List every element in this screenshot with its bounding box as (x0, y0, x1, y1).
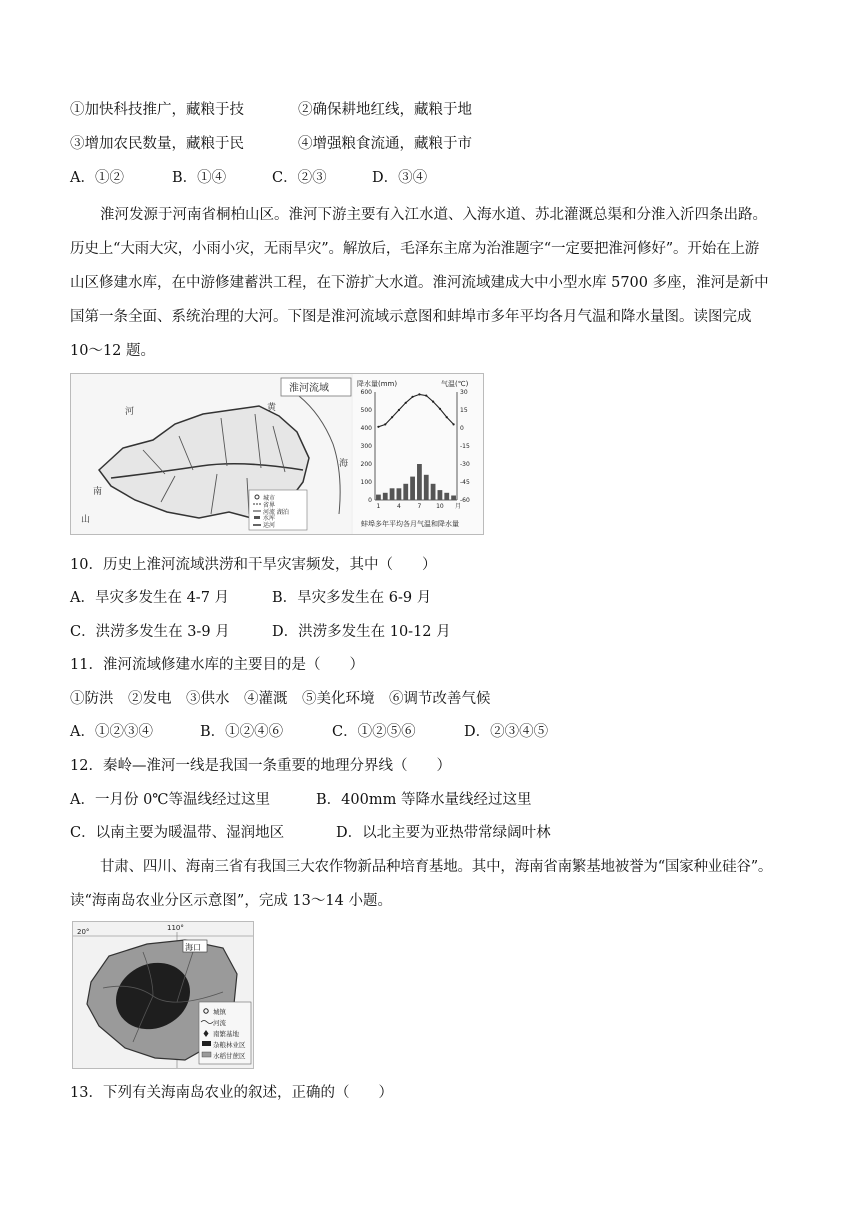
map-title: 淮河流域 (289, 383, 329, 394)
precipitation-bar (417, 464, 422, 500)
q11-choice-a: A．①②③④ (70, 724, 153, 740)
x-tick-label: 7 (417, 503, 422, 510)
precipitation-bar (397, 488, 402, 500)
legend-reservoir: 水库 (263, 515, 276, 522)
y-left-tick-label: 400 (360, 425, 372, 432)
temperature-point (452, 423, 454, 425)
q13-stem: 13．下列有关海南岛农业的叙述，正确的（ ） (70, 1085, 393, 1101)
temperature-point (425, 395, 427, 397)
passage-1-line-5: 10～12 题。 (70, 343, 156, 359)
temperature-point (405, 402, 407, 404)
grain-forestry-icon (202, 1041, 211, 1046)
q9-option-3: ③增加农民数量，藏粮于民 (70, 136, 244, 152)
precipitation-bar (424, 475, 429, 500)
passage-2-line-1: 甘肃、四川、海南三省有我国三大农作物新品种培育基地。其中，海南省南繁基地被誉为“国家种业硅谷”。 (100, 859, 773, 875)
map-label-hai: 海 (339, 459, 349, 469)
q11-choice-b: B．①②④⑥ (200, 724, 284, 740)
x-tick-label: 1 (376, 503, 381, 510)
climate-chart (353, 374, 483, 534)
q9-choice-b: B．①④ (172, 170, 227, 186)
q9-option-1: ①加快科技推广，藏粮于技 (70, 102, 244, 118)
legend-nanfan: 南繁基地 (213, 1030, 239, 1038)
y-left-tick-label: 0 (368, 497, 372, 504)
temperature-point (418, 393, 420, 395)
rice-sugarcane-icon (202, 1052, 211, 1057)
q11-stem: 11．淮河流域修建水库的主要目的是（ ） (70, 657, 364, 673)
legend-canal: 运河 (263, 522, 276, 529)
precipitation-bar (376, 495, 381, 500)
x-tick-label: 10 (436, 503, 444, 510)
legend-reservoir-icon (254, 516, 260, 519)
haikou-label: 海口 (185, 943, 201, 952)
chart-y-right-label: 气温(℃) (441, 380, 469, 388)
q11-choice-c: C．①②⑤⑥ (332, 724, 416, 740)
legend-city: 城市 (263, 495, 276, 502)
passage-1-line-4: 国第一条全面、系统治理的大河。下图是淮河流域示意图和蚌埠市多年平均各月气温和降水量图。读图完成 (70, 309, 752, 325)
y-left-tick-label: 300 (360, 443, 372, 450)
q12-choice-c: C．以南主要为暖温带、湿润地区 (70, 825, 285, 841)
passage-2-line-2: 读“海南岛农业分区示意图”，完成 13～14 小题。 (70, 893, 392, 909)
passage-1-line-1: 淮河发源于河南省桐柏山区。淮河下游主要有入江水道、入海水道、苏北灌溉总渠和分淮入沂四条出路。 (100, 207, 767, 223)
temperature-point (439, 408, 441, 410)
passage-1-line-2: 历史上“大雨大灾，小雨小灾，无雨旱灾”。解放后，毛泽东主席为治淮题字“一定要把淮河修好”。开始在上游 (70, 241, 760, 257)
y-left-tick-label: 500 (360, 407, 372, 414)
latitude-label: 20° (77, 928, 90, 936)
hainan-map (73, 922, 253, 1068)
y-right-tick-label: 0 (460, 425, 464, 432)
x-axis-unit: 月 (455, 503, 462, 510)
y-left-tick-label: 100 (360, 479, 372, 486)
precipitation-bar (410, 477, 415, 500)
chart-y-left-label: 降水量(mm) (357, 380, 398, 388)
q9-option-4: ④增强粮食流通，藏粮于市 (298, 136, 472, 152)
q10-choice-b: B．旱灾多发生在 6-9 月 (272, 590, 432, 606)
x-tick-label: 4 (397, 503, 401, 510)
q9-option-2: ②确保耕地红线，藏粮于地 (298, 102, 472, 118)
precipitation-bar (438, 490, 443, 500)
temperature-point (377, 426, 379, 428)
q12-stem: 12．秦岭—淮河一线是我国一条重要的地理分界线（ ） (70, 758, 451, 774)
q10-choice-c: C．洪涝多发生在 3-9 月 (70, 624, 230, 640)
y-right-tick-label: 15 (460, 407, 468, 414)
legend-town: 城镇 (213, 1008, 226, 1016)
q11-choice-d: D．②③④⑤ (464, 724, 549, 740)
y-right-tick-label: -30 (460, 461, 470, 468)
precipitation-bar (383, 493, 388, 500)
q10-stem: 10．历史上淮河流域洪涝和干旱灾害频发，其中（ ） (70, 557, 437, 573)
legend-river-2: 河流 (213, 1019, 226, 1027)
map-label-huang: 黄 (267, 403, 277, 413)
legend-river: 河流 湖泊 (263, 509, 289, 516)
precipitation-bar (390, 488, 395, 500)
huaihe-figure (70, 373, 484, 535)
q11-items: ①防洪 ②发电 ③供水 ④灌溉 ⑤美化环境 ⑥调节改善气候 (70, 691, 491, 707)
map-label-nan: 南 (93, 487, 103, 497)
precipitation-bar (431, 484, 436, 500)
temperature-point (391, 416, 393, 418)
temperature-point (411, 396, 413, 398)
y-right-tick-label: -45 (460, 479, 470, 486)
y-left-tick-label: 200 (360, 461, 372, 468)
temperature-point (446, 416, 448, 418)
q12-choice-a: A．一月份 0℃等温线经过这里 (70, 792, 271, 808)
y-right-tick-label: -60 (460, 497, 470, 504)
precipitation-bar (403, 484, 408, 500)
q9-choice-c: C．②③ (272, 170, 327, 186)
q12-choice-d: D．以北主要为亚热带常绿阔叶林 (336, 825, 551, 841)
q10-choice-d: D．洪涝多发生在 10-12 月 (272, 624, 451, 640)
passage-1-line-3: 山区修建水库，在中游修建蓄洪工程，在下游扩大水道。淮河流域建成大中小型水库 5700 多座，淮河是新中 (70, 275, 769, 291)
map-label-he: 河 (125, 407, 135, 417)
precipitation-bar (451, 496, 456, 501)
chart-caption: 蚌埠多年平均各月气温和降水量 (361, 520, 459, 528)
y-right-tick-label: 30 (460, 389, 468, 396)
q12-choice-b: B．400mm 等降水量线经过这里 (316, 792, 532, 808)
y-right-tick-label: -15 (460, 443, 470, 450)
precipitation-bar (444, 493, 449, 500)
legend-rice-sugarcane: 水稻甘蔗区 (213, 1052, 246, 1060)
map-label-shan: 山 (81, 515, 91, 525)
q9-choice-a: A．①② (70, 170, 124, 186)
y-left-tick-label: 600 (360, 389, 372, 396)
hainan-figure (72, 921, 254, 1069)
longitude-label: 110° (167, 924, 184, 932)
temperature-point (398, 409, 400, 411)
temperature-point (432, 401, 434, 403)
legend-grain-forestry: 杂粮林业区 (213, 1041, 246, 1049)
temperature-point (384, 423, 386, 425)
q9-choice-d: D．③④ (372, 170, 428, 186)
q10-choice-a: A．旱灾多发生在 4-7 月 (70, 590, 230, 606)
legend-border: 省界 (263, 502, 276, 509)
